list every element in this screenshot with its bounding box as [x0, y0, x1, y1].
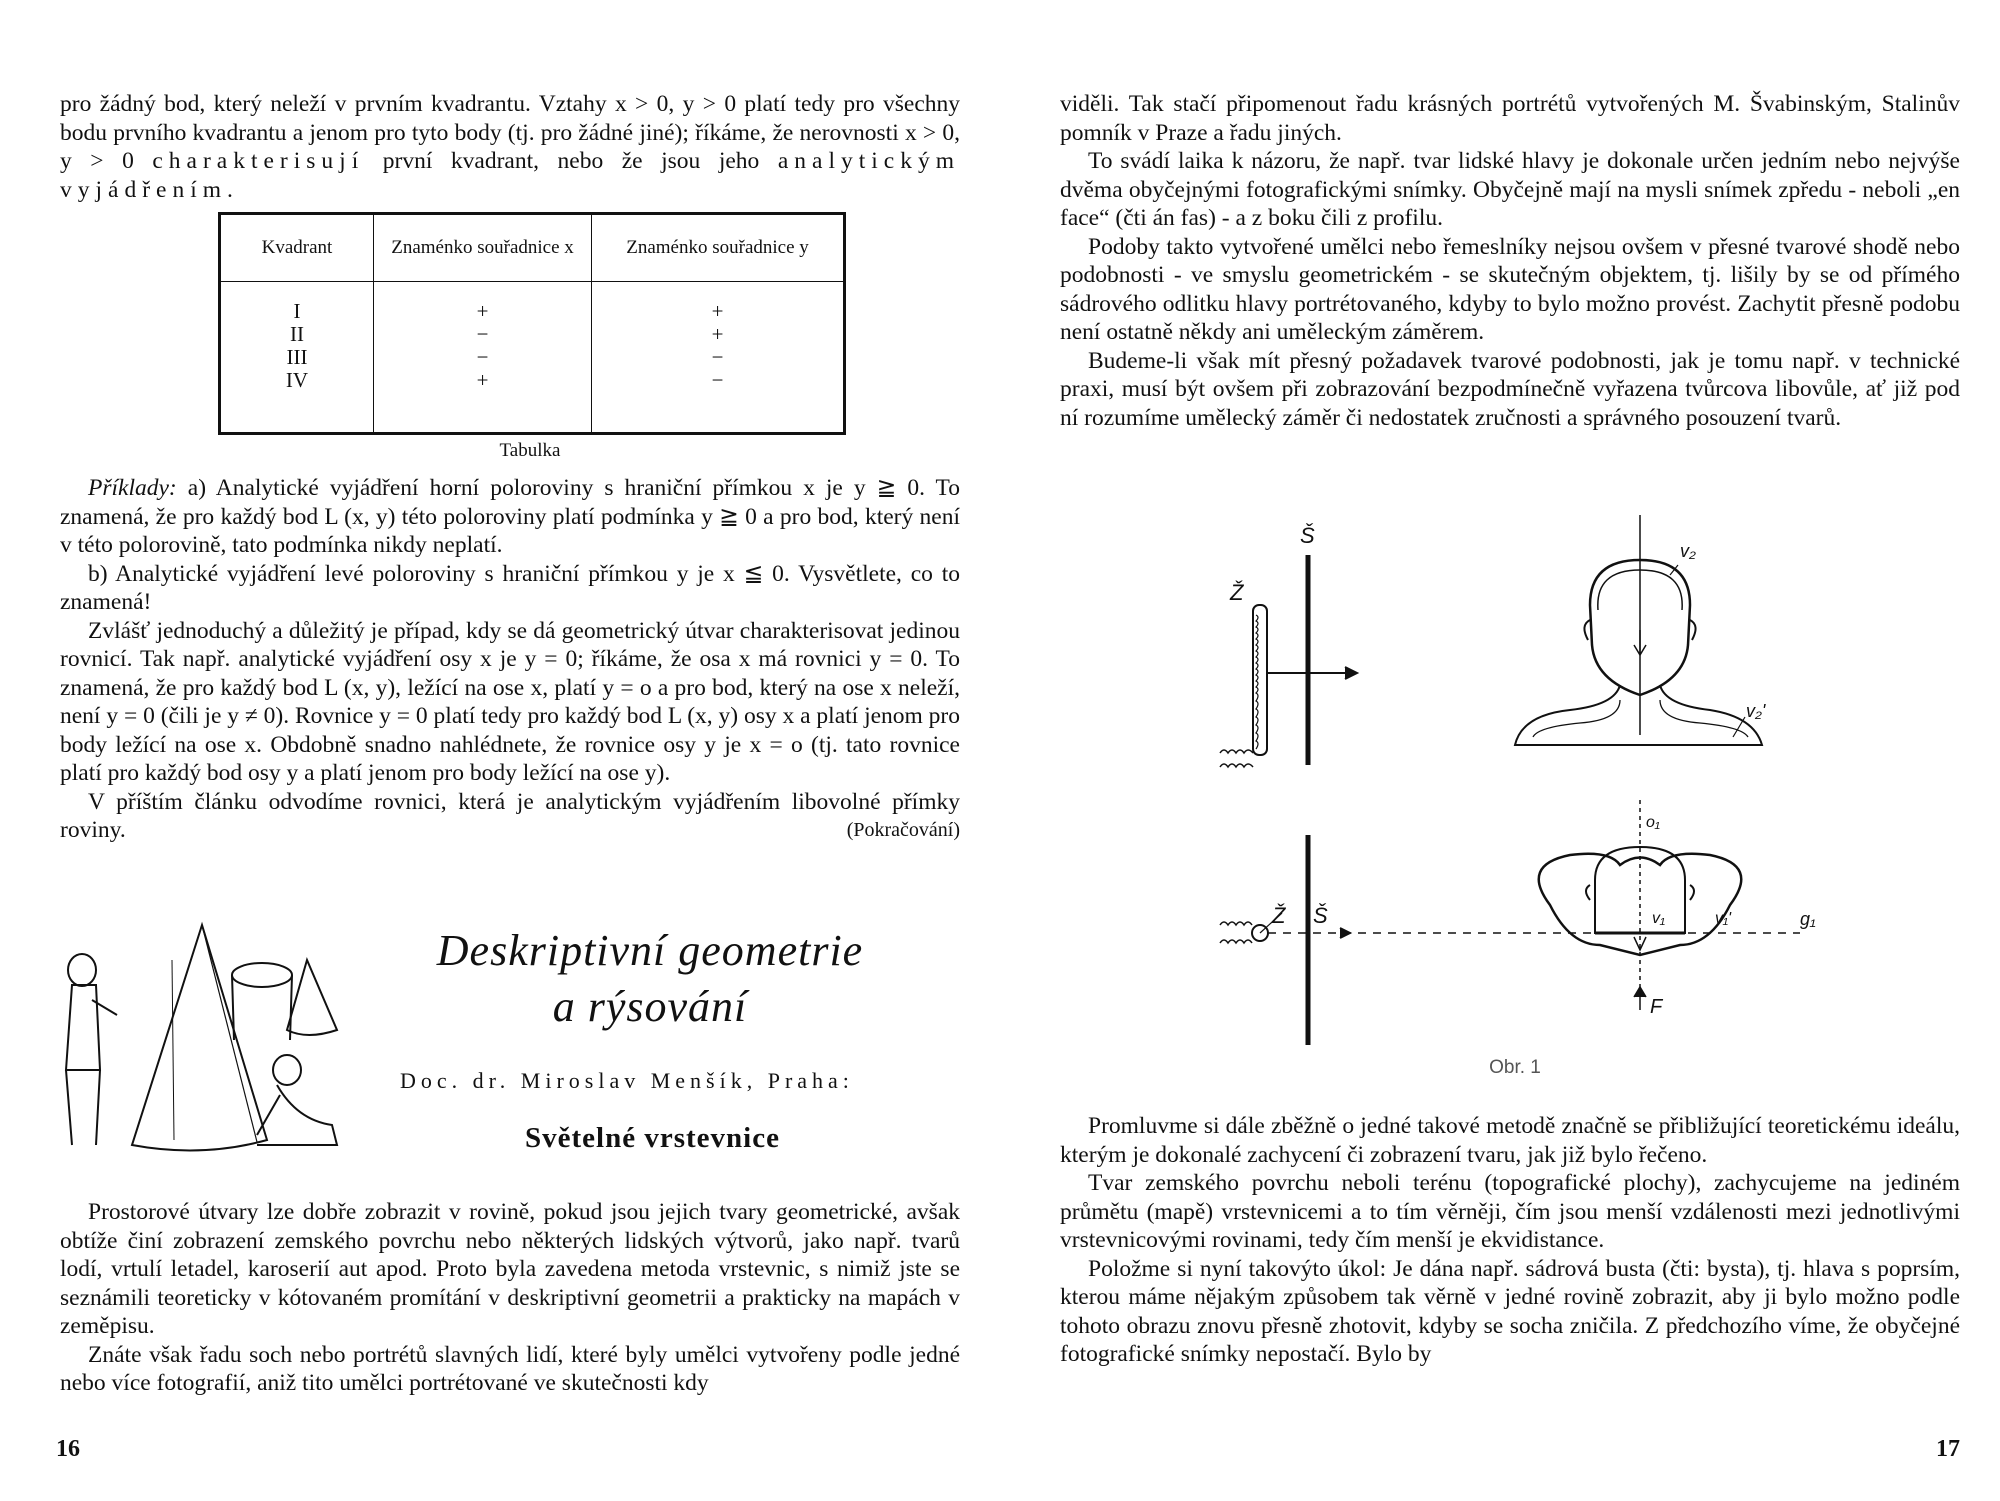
label-v1: v₁ [1652, 910, 1666, 927]
label-f: F [1650, 996, 1663, 1018]
table-header-sign-y: Znaménko souřadnice y [592, 214, 845, 282]
page-number-right: 17 [1936, 1436, 1960, 1462]
quadrant-sign-table [218, 212, 846, 435]
label-g1: g₁ [1800, 909, 1816, 929]
section-title: Světelné vrstevnice [525, 1122, 780, 1154]
paragraph-continued: viděli. Tak stačí připomenout řadu krásných portrétů vytvořených M. Švabinským, Stalinův pomník v Praze a řadu jiných. [1060, 91, 1960, 146]
page-number-left: 16 [56, 1436, 80, 1462]
article-body-right-bottom [1060, 1112, 1960, 1369]
examples-label: Příklady: [88, 475, 177, 501]
paragraph-special-case: Zvlášť jednoduchý a důležitý je případ, kdy se dá geometrický útvar charakterisovat jedinou rovnicí. Tak např. analytické vyjádření osy x je y = 0; říkáme, že osa x má rovnici y = 0. To znamená, že pro každý bod L (x, y), ležící na ose x, platí y = o a pro bod, který na ose x neleží, není y = 0 (čili je y ≠ 0). Rovnice y = 0 platí tedy pro každý bod L (x, y) osy x a platí jenom pro body ležící na ose x. Obdobně snadno nahlédnete, že rovnice osy y je x = o (tj. tato rovnice platí pro každý bod osy y a platí jenom pro body ležící na ose y). [60, 617, 961, 786]
figure-caption: Obr. 1 [1489, 1057, 1541, 1078]
table-header-quadrant: Kvadrant [220, 214, 374, 282]
label-z-top: Ž [1230, 580, 1244, 605]
label-s-top: Š [1300, 523, 1315, 548]
table-col-sign-y: + + − − [592, 282, 845, 434]
emphasis-charakterisuji: charakterisují [152, 148, 365, 174]
paragraph-teren: Tvar zemského povrchu neboli terénu (topografické plochy), zachycujeme na jediném průmětu (mapě) vrstevnicemi a to tím věrněji, čím jsou menší vzdálenosti mezi jednotlivými vrstevnicovými rovinami, tedy čím menší je ekvidistance. [1060, 1170, 1960, 1253]
article-title-line2: a rýsování [552, 982, 748, 1031]
article-author: Doc. dr. Miroslav Menšík, Praha: [400, 1068, 854, 1093]
emphasis-analytickym: analytickým vyjádřením [60, 148, 960, 203]
label-v1-prime: v₁' [1715, 910, 1732, 927]
continued-note: (Pokračování) [846, 819, 960, 841]
figure-1-diagram [1150, 505, 1910, 1065]
example-b: b) Analytické vyjádření levé poloroviny s hraniční přímkou y je x ≦ 0. Vysvětlete, co to znamená! [60, 560, 960, 615]
label-z-bottom: Ž [1272, 903, 1286, 928]
label-v2: v₂ [1680, 541, 1696, 561]
table-col-sign-x: + − − + [374, 282, 592, 434]
table-caption: Tabulka [499, 440, 561, 461]
table-header-sign-x: Znaménko souřadnice x [374, 214, 592, 282]
intro-paragraph: pro žádný bod, který neleží v prvním kvadrantu. Vztahy x > 0, y > 0 platí tedy pro všechny bodu prvního kvadrantu a jenom pro tyto body (tj. pro žádné jiné); říkáme, že nerovnosti x > 0, y > 0 charakterisují první kvadrant, nebo že jsou jeho analytickým vyjádřením. [60, 91, 960, 203]
paragraph-podoby: Podoby takto vytvořené umělci nebo řemeslníky nejsou ovšem v přesné tvarové shodě nebo podobnosti - ve smyslu geometrickém - se skutečným objektem, tj. lišily by se od přímého sádrového odlitku hlavy portrétovaného, kdyby to bylo možno provést. Zachytit přesně podobu není ostatně někdy ani uměleckým záměrem. [1060, 233, 1960, 345]
article-title-line1: Deskriptivní geometrie [436, 926, 864, 975]
table-col-quadrants: I II III IV [285, 299, 309, 392]
paragraph-ukol: Položme si nyní takovýto úkol: Je dána např. sádrová busta (čti: bysta), tj. hlava s poprsím, kterou máme nějakým způsobem tak věrně v jedné rovině zobrazit, aby ji bylo možno podle tohoto obrazu znovu přesně zhotovit, kdyby se socha zničila. Z předchozího víme, že obyčejné fotografické snímky nepostačí. Bylo by [1060, 1255, 1960, 1367]
paragraph-metoda: Promluvme si dále zběžně o jedné takové metodě značně se přibližující teoretickému ideálu, kterým je dokonalé zachycení či zobrazení tvaru, jak již bylo řečeno. [1060, 1113, 1960, 1168]
paragraph-laik: To svádí laika k názoru, že např. tvar lidské hlavy je dokonale určen jedním nebo nejvýše dvěma obyčejnými fotografickými snímky. Obyčejně mají na mysli snímek zpředu - neboli „en face“ (čti án fas) - a z boku čili z profilu. [1060, 148, 1960, 231]
label-s-bottom: Š [1313, 903, 1328, 928]
body-paragraph-1: Prostorové útvary lze dobře zobrazit v rovině, pokud jsou jejich tvary geometrické, avšak obtíže činí zobrazení zemského povrchu nebo některých lidských výtvorů, jako např. tvarů lodí, vrtulí letadel, karoserií aut apod. Proto byla zavedena metoda vrstevnic, s nimiž jste se seznámili teoreticky v kótovaném promítání v deskriptivní geometrii a prakticky na mapách v zeměpisu. [60, 1199, 960, 1339]
left-page [50, 0, 990, 1501]
paragraph-next-article: V příštím článku odvodíme rovnici, která je analytickým vyjádřením libovolné přímky roviny. (Pokračování) [60, 788, 960, 843]
examples-block: Příklady: a) Analytické vyjádření horní poloroviny s hraniční přímkou x je y ≧ 0. To znamená, že pro každý bod L (x, y) této poloroviny platí podmínka y ≧ 0 a pro bod, který není v této polorovině, tato podmínka nikdy neplatí. b) Analytické vyjádření levé poloroviny s hraniční přímkou y je x ≦ 0. Vysvětlete, co to znamená! Zvlášť jednoduchý a důležitý je případ, kdy se dá geometrický útvar charakterisovat jedinou rovnicí. Tak např. analytické vyjádření osy x je y = 0; říkáme, že osa x má rovnici y = 0. To znamená, že pro každý bod L (x, y), ležící na ose x, platí y = o a pro bod, který na ose x neleží, není y = 0 (čili je y ≠ 0). Rovnice y = 0 platí tedy pro každý bod L (x, y) osy x a platí jenom pro body ležící na ose x. Obdobně snadno nahlédnete, že rovnice osy y je x = o (tj. tato rovnice platí pro každý bod osy y a platí jenom pro body ležící na ose y). V příštím článku odvodíme rovnici, která je analytickým vyjádřením libovolné přímky roviny. (Pokračování) [60, 475, 961, 843]
article-body-right-top [1060, 90, 1960, 432]
draftsmen-illustration [52, 920, 352, 1170]
article-body-left [60, 1198, 960, 1398]
paragraph-pozadavek: Budeme-li však mít přesný požadavek tvarové podobnosti, jak je tomu např. v technické praxi, musí být ovšem při zobrazování bezpodmínečně vyřazena tvůrcova libovůle, ať již pod ní rozumíme umělecký záměr či nedostatek zručnosti a správného posouzení tvarů. [1060, 347, 1960, 431]
label-o1: o₁ [1646, 814, 1660, 831]
right-page [1060, 0, 2000, 1501]
label-v2-prime: v₂' [1746, 701, 1766, 721]
body-paragraph-2: Znáte však řadu soch nebo portrétů slavných lidí, které byly umělci vytvořeny podle jedné nebo více fotografií, aniž tito umělci portrétované ve skutečnosti kdy [60, 1341, 960, 1396]
